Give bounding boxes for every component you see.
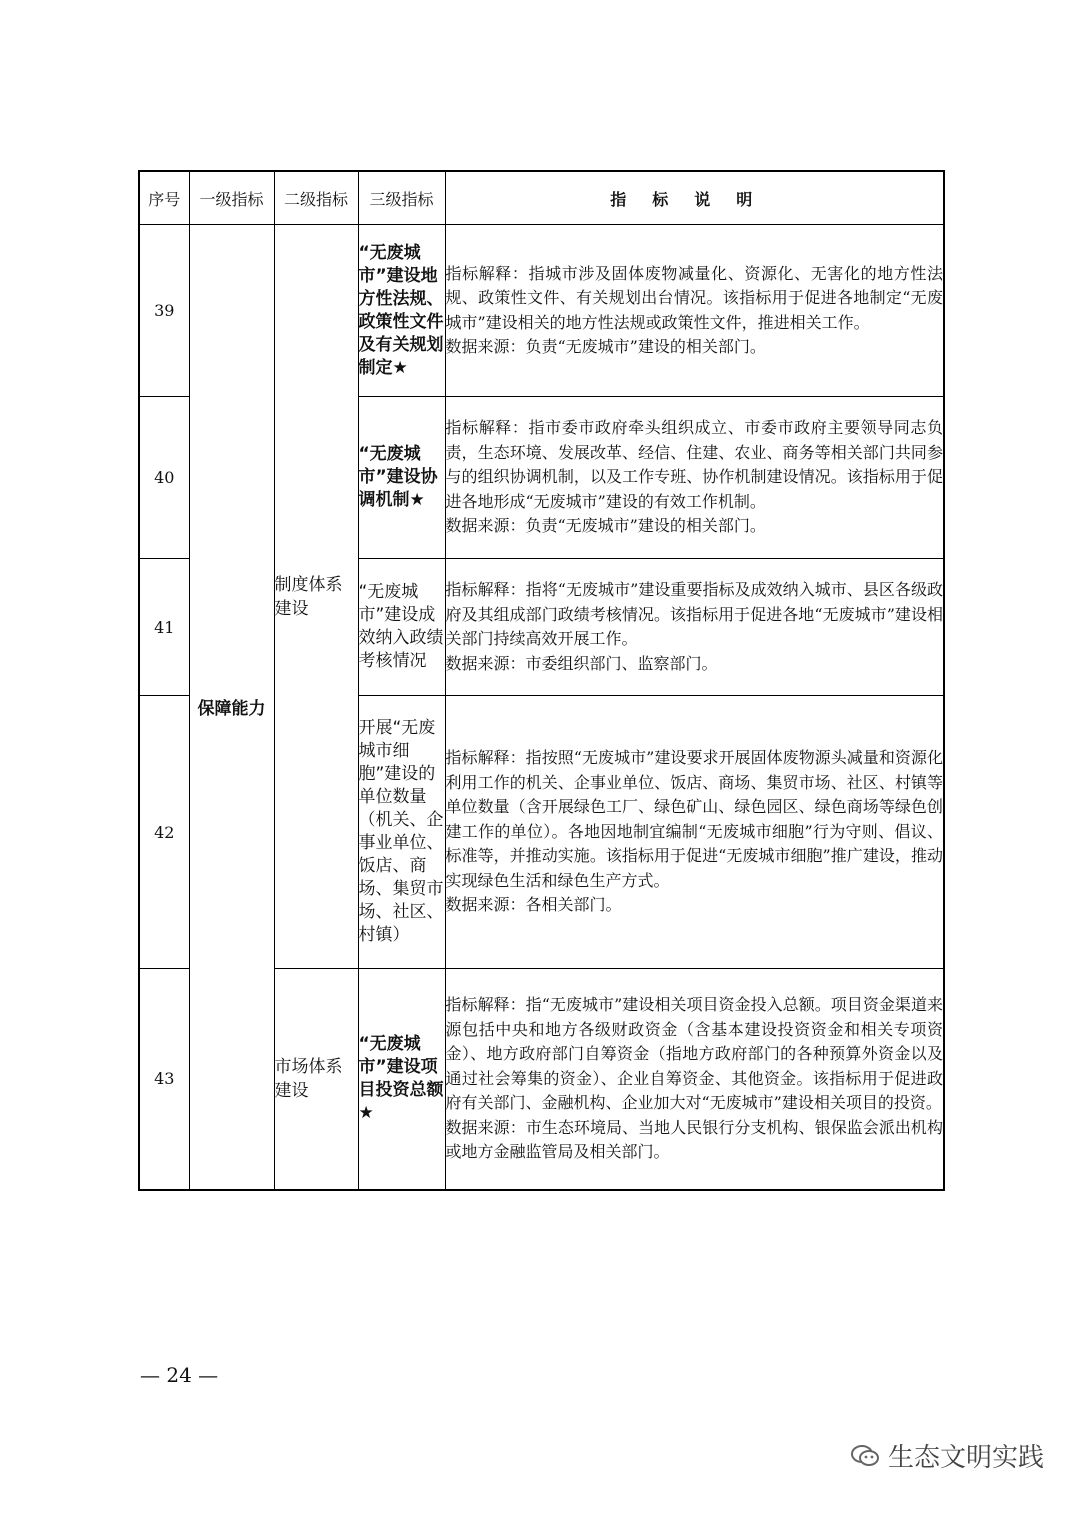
description-cell [445, 696, 944, 969]
header-row [139, 171, 944, 225]
header-description: 指标说明 [445, 171, 944, 225]
row-number: 43 [139, 969, 189, 1190]
description-cell [445, 559, 944, 696]
source-text: 数据来源：负责“无废城市”建设的相关部门。 [445, 516, 766, 536]
level3-cell: “无废城市”建设成效纳入政绩考核情况 [358, 559, 445, 696]
header-level3: 三级指标 [358, 171, 445, 225]
row-number: 41 [139, 559, 189, 696]
header-level2: 二级指标 [274, 171, 358, 225]
header-num: 序号 [139, 171, 189, 225]
row-number: 40 [139, 397, 189, 559]
explanation-text: 指标解释：指将“无废城市”建设重要指标及成效纳入城市、县区各级政府及其组成部门政绩考核情况。该指标用于促进各地“无废城市”建设相关部门持续高效开展工作。 [445, 580, 943, 648]
level2-cell: 制度体系建设 [274, 225, 358, 969]
explanation-text: 指标解释：指城市涉及固体废物减量化、资源化、无害化的地方性法规、政策性文件、有关规划出台情况。该指标用于促进各地制定“无废城市”建设相关的地方性法规或政策性文件，推进相关工作。 [445, 263, 943, 332]
explanation-text: 指标解释：指“无废城市”建设相关项目资金投入总额。项目资金渠道来源包括中央和地方各级财政资金（含基本建设投资资金和相关专项资金）、地方政府部门自筹资金（指地方政府部门的各种预算外资金以及通过社会筹集的资金）、企业自筹资金、其他资金。该指标用于促进政府有关部门、金融机构、企业加大对“无废城市”建设相关项目的投资。 [445, 995, 943, 1112]
row-number: 39 [139, 225, 189, 397]
explanation-text: 指标解释：指按照“无废城市”建设要求开展固体废物源头减量和资源化利用工作的机关、企事业单位、饭店、商场、集贸市场、社区、村镇等单位数量（含开展绿色工厂、绿色矿山、绿色园区、绿色商场等绿色创建工作的单位）。各地因地制宜编制“无废城市细胞”行为守则、倡议、标准等，并推动实施。该指标用于促进“无废城市细胞”推广建设，推动实现绿色生活和绿色生产方式。 [445, 748, 943, 890]
source-text: 数据来源：市委组织部门、监察部门。 [445, 653, 718, 673]
page-number: — 24 — [140, 1363, 219, 1387]
wechat-icon [850, 1443, 880, 1469]
level3-cell: “无废城市”建设地方性法规、政策性文件及有关规划制定★ [358, 225, 445, 397]
source-text: 数据来源：负责“无废城市”建设的相关部门。 [445, 337, 766, 356]
description-cell [445, 969, 944, 1190]
level2-cell: 市场体系建设 [274, 969, 358, 1190]
explanation-text: 指标解释：指市委市政府牵头组织成立、市委市政府主要领导同志负责，生态环境、发展改革、经信、住建、农业、商务等相关部门共同参与的组织协调机制，以及工作专班、协作机制建设情况。该指标用于促进各地形成“无废城市”建设的有效工作机制。 [445, 418, 943, 511]
level1-cell: 保障能力 [189, 225, 274, 1190]
source-text: 数据来源：市生态环境局、当地人民银行分支机构、银保监会派出机构或地方金融监管局及相关部门。 [445, 1117, 943, 1161]
watermark-text: 生态文明实践 [888, 1443, 1045, 1473]
row-number: 42 [139, 696, 189, 969]
table-row [139, 225, 944, 397]
header-level1: 一级指标 [189, 171, 274, 225]
source-text: 数据来源：各相关部门。 [445, 895, 622, 915]
description-cell [445, 225, 944, 397]
watermark [850, 1437, 1044, 1474]
indicator-table [138, 170, 945, 1191]
level3-cell: “无废城市”建设项目投资总额★ [358, 969, 445, 1190]
description-cell [445, 397, 944, 559]
level3-cell: 开展“无废城市细胞”建设的单位数量（机关、企事业单位、饭店、商场、集贸市场、社区、村镇） [358, 696, 445, 969]
level3-cell: “无废城市”建设协调机制★ [358, 397, 445, 559]
